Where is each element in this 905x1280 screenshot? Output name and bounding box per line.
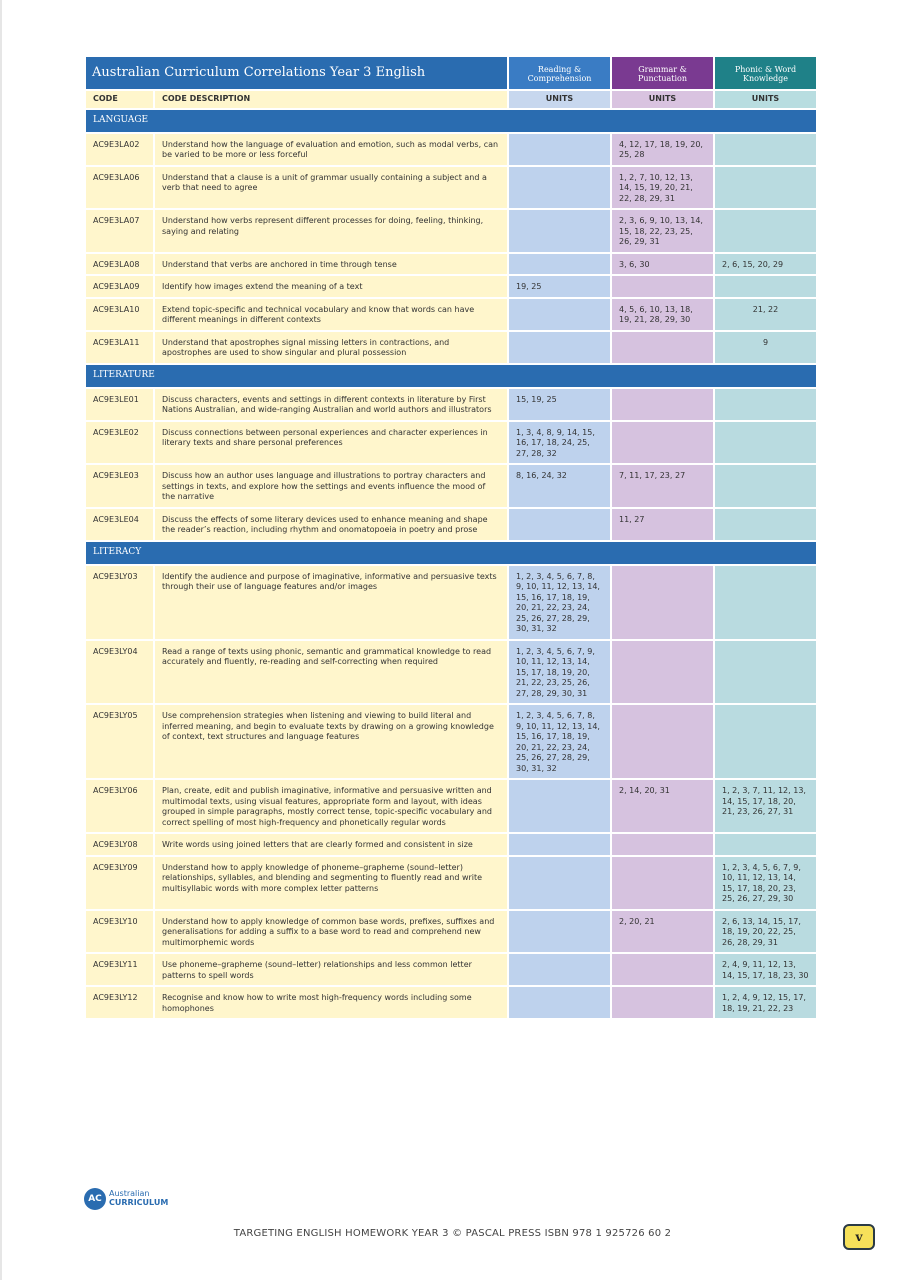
table-row (86, 857, 818, 911)
phonic-units-cell: 21, 22 (715, 299, 818, 332)
table-row (86, 299, 818, 332)
phonic-units-cell (715, 465, 818, 509)
footer-credit: TARGETING ENGLISH HOMEWORK YEAR 3 © PASCAL PRESS ISBN 978 1 925726 60 2 (233, 1228, 672, 1239)
description-cell: Discuss how an author uses language and illustrations to portray characters and settings in texts, and explore how the settings and events influence the mood of the narrative (155, 465, 509, 509)
grammar-units-cell: 1, 2, 7, 10, 12, 13, 14, 15, 19, 20, 21, 22, 28, 29, 31 (612, 167, 715, 211)
page-number-badge: v (843, 1224, 875, 1250)
table-title: Australian Curriculum Correlations Year 3 English (86, 57, 509, 91)
grammar-units-cell: 2, 14, 20, 31 (612, 780, 715, 834)
code-cell: AC9E3LE01 (86, 389, 155, 422)
description-cell: Understand how verbs represent different processes for doing, feeling, thinking, saying and relating (155, 210, 509, 254)
code-cell: AC9E3LE03 (86, 465, 155, 509)
table-row (86, 566, 818, 641)
phonic-units-cell: 2, 6, 13, 14, 15, 17, 18, 19, 20, 22, 25, 26, 28, 29, 31 (715, 911, 818, 955)
code-cell: AC9E3LA07 (86, 210, 155, 254)
description-cell: Discuss connections between personal experiences and character experiences in literary texts and share personal preferences (155, 422, 509, 466)
reading-units-cell (509, 857, 612, 911)
grammar-units-cell: 3, 6, 30 (612, 254, 715, 277)
section-row (86, 365, 818, 389)
phonic-units-cell (715, 509, 818, 542)
grammar-units-cell: 2, 20, 21 (612, 911, 715, 955)
description-cell: Understand how to apply knowledge of phoneme–grapheme (sound–letter) relationships, syllables, and blending and segmenting to fluently read and write multisyllabic words with more complex letter patterns (155, 857, 509, 911)
table-row (86, 509, 818, 542)
description-cell: Plan, create, edit and publish imaginative, informative and persuasive written and multimodal texts, using visual features, appropriate form and layout, with ideas grouped in simple paragraphs, mostly correct tense, topic-specific vocabulary and correct spelling of most high-frequency and phonetically regular words (155, 780, 509, 834)
code-cell: AC9E3LA06 (86, 167, 155, 211)
australian-curriculum-logo (84, 1188, 184, 1210)
code-cell: AC9E3LY11 (86, 954, 155, 987)
code-cell: AC9E3LY06 (86, 780, 155, 834)
table-body (86, 110, 818, 1021)
col-grammar-header: Grammar & Punctuation (612, 57, 715, 91)
code-cell: AC9E3LY03 (86, 566, 155, 641)
description-cell: Understand that verbs are anchored in time through tense (155, 254, 509, 277)
reading-units-cell (509, 167, 612, 211)
description-cell: Understand that apostrophes signal missing letters in contractions, and apostrophes are used to show singular and plural possession (155, 332, 509, 365)
code-description-header: CODE DESCRIPTION (155, 91, 509, 110)
code-cell: AC9E3LE02 (86, 422, 155, 466)
code-cell: AC9E3LY04 (86, 641, 155, 706)
code-cell: AC9E3LY05 (86, 705, 155, 780)
table-row (86, 641, 818, 706)
reading-units-cell: 15, 19, 25 (509, 389, 612, 422)
table-row (86, 954, 818, 987)
table-row (86, 167, 818, 211)
phonic-units-cell: 1, 2, 3, 4, 5, 6, 7, 9, 10, 11, 12, 13, 14, 15, 17, 18, 20, 23, 25, 26, 27, 29, 30 (715, 857, 818, 911)
grammar-units-cell (612, 389, 715, 422)
code-header: CODE (86, 91, 155, 110)
section-title: LITERACY (86, 542, 818, 566)
reading-units-cell (509, 254, 612, 277)
grammar-units-cell (612, 641, 715, 706)
grammar-units-cell: 7, 11, 17, 23, 27 (612, 465, 715, 509)
phonic-units-cell: 1, 2, 4, 9, 12, 15, 17, 18, 19, 21, 22, 23 (715, 987, 818, 1020)
phonic-units-cell (715, 422, 818, 466)
code-cell: AC9E3LA11 (86, 332, 155, 365)
page-edge (0, 0, 2, 1280)
reading-units-cell (509, 134, 612, 167)
code-cell: AC9E3LY10 (86, 911, 155, 955)
table-row (86, 780, 818, 834)
code-cell: AC9E3LY09 (86, 857, 155, 911)
description-cell: Discuss the effects of some literary devices used to enhance meaning and shape the reader’s reaction, including rhythm and onomatopoeia in poetry and prose (155, 509, 509, 542)
reading-units-cell (509, 987, 612, 1020)
reading-units-cell: 1, 2, 3, 4, 5, 6, 7, 8, 9, 10, 11, 12, 13, 14, 15, 16, 17, 18, 19, 20, 21, 22, 23, 24, 25, 26, 27, 28, 29, 30, 31, 32 (509, 566, 612, 641)
units-header-phonic: UNITS (715, 91, 818, 110)
description-cell: Understand that a clause is a unit of grammar usually containing a subject and a verb that need to agree (155, 167, 509, 211)
table-row (86, 705, 818, 780)
description-cell: Identify how images extend the meaning of a text (155, 276, 509, 299)
reading-units-cell (509, 210, 612, 254)
grammar-units-cell (612, 422, 715, 466)
phonic-units-cell (715, 566, 818, 641)
reading-units-cell (509, 509, 612, 542)
table-row (86, 465, 818, 509)
units-header-grammar: UNITS (612, 91, 715, 110)
reading-units-cell: 1, 3, 4, 8, 9, 14, 15, 16, 17, 18, 24, 25, 27, 28, 32 (509, 422, 612, 466)
description-cell: Read a range of texts using phonic, semantic and grammatical knowledge to read accurately and fluently, re-reading and self-correcting when required (155, 641, 509, 706)
grammar-units-cell: 4, 5, 6, 10, 13, 18, 19, 21, 28, 29, 30 (612, 299, 715, 332)
description-cell: Recognise and know how to write most high-frequency words including some homophones (155, 987, 509, 1020)
section-title: LITERATURE (86, 365, 818, 389)
correlations-table (86, 57, 818, 1020)
code-cell: AC9E3LY12 (86, 987, 155, 1020)
description-cell: Write words using joined letters that are clearly formed and consistent in size (155, 834, 509, 857)
grammar-units-cell: 11, 27 (612, 509, 715, 542)
table-row (86, 254, 818, 277)
grammar-units-cell (612, 954, 715, 987)
phonic-units-cell (715, 705, 818, 780)
grammar-units-cell (612, 857, 715, 911)
phonic-units-cell (715, 276, 818, 299)
table-row (86, 987, 818, 1020)
table-row (86, 911, 818, 955)
units-header-reading: UNITS (509, 91, 612, 110)
reading-units-cell: 1, 2, 3, 4, 5, 6, 7, 9, 10, 11, 12, 13, 14, 15, 17, 18, 19, 20, 21, 22, 23, 25, 26, 27, 28, 29, 30, 31 (509, 641, 612, 706)
phonic-units-cell (715, 389, 818, 422)
reading-units-cell: 19, 25 (509, 276, 612, 299)
table-row (86, 389, 818, 422)
phonic-units-cell (715, 167, 818, 211)
reading-units-cell: 8, 16, 24, 32 (509, 465, 612, 509)
grammar-units-cell (612, 987, 715, 1020)
section-title: LANGUAGE (86, 110, 818, 134)
reading-units-cell: 1, 2, 3, 4, 5, 6, 7, 8, 9, 10, 11, 12, 13, 14, 15, 16, 17, 18, 19, 20, 21, 22, 23, 24, 25, 26, 27, 28, 29, 30, 31, 32 (509, 705, 612, 780)
phonic-units-cell (715, 134, 818, 167)
reading-units-cell (509, 780, 612, 834)
col-reading-header: Reading & Comprehension (509, 57, 612, 91)
description-cell: Discuss characters, events and settings in different contexts in literature by First Nations Australian, and wide-ranging Australian and world authors and illustrators (155, 389, 509, 422)
description-cell: Use comprehension strategies when listening and viewing to build literal and inferred meaning, and begin to evaluate texts by drawing on a growing knowledge of context, text structures and language features (155, 705, 509, 780)
description-cell: Understand how to apply knowledge of common base words, prefixes, suffixes and generalisations for adding a suffix to a base word to read and comprehend new multimorphemic words (155, 911, 509, 955)
phonic-units-cell: 1, 2, 3, 7, 11, 12, 13, 14, 15, 17, 18, 20, 21, 23, 26, 27, 31 (715, 780, 818, 834)
section-row (86, 542, 818, 566)
grammar-units-cell (612, 332, 715, 365)
table-row (86, 834, 818, 857)
table-row (86, 210, 818, 254)
grammar-units-cell (612, 705, 715, 780)
description-cell: Use phoneme–grapheme (sound–letter) relationships and less common letter patterns to spell words (155, 954, 509, 987)
reading-units-cell (509, 911, 612, 955)
code-cell: AC9E3LA02 (86, 134, 155, 167)
table-row (86, 134, 818, 167)
ac-logo-icon: AC (84, 1188, 106, 1210)
section-row (86, 110, 818, 134)
col-phonic-header: Phonic & Word Knowledge (715, 57, 818, 91)
description-cell: Identify the audience and purpose of imaginative, informative and persuasive texts through their use of language features and/or images (155, 566, 509, 641)
phonic-units-cell: 2, 4, 9, 11, 12, 13, 14, 15, 17, 18, 23, 30 (715, 954, 818, 987)
reading-units-cell (509, 834, 612, 857)
phonic-units-cell (715, 834, 818, 857)
table-row (86, 276, 818, 299)
description-cell: Understand how the language of evaluation and emotion, such as modal verbs, can be varied to be more or less forceful (155, 134, 509, 167)
grammar-units-cell: 2, 3, 6, 9, 10, 13, 14, 15, 18, 22, 23, 25, 26, 29, 31 (612, 210, 715, 254)
phonic-units-cell (715, 210, 818, 254)
reading-units-cell (509, 332, 612, 365)
code-cell: AC9E3LY08 (86, 834, 155, 857)
code-cell: AC9E3LA08 (86, 254, 155, 277)
reading-units-cell (509, 299, 612, 332)
code-cell: AC9E3LA09 (86, 276, 155, 299)
grammar-units-cell (612, 566, 715, 641)
grammar-units-cell (612, 276, 715, 299)
phonic-units-cell: 2, 6, 15, 20, 29 (715, 254, 818, 277)
logo-text (109, 1189, 168, 1207)
grammar-units-cell (612, 834, 715, 857)
reading-units-cell (509, 954, 612, 987)
grammar-units-cell: 4, 12, 17, 18, 19, 20, 25, 28 (612, 134, 715, 167)
logo-line-1: Australian (109, 1189, 150, 1198)
description-cell: Extend topic-specific and technical vocabulary and know that words can have different meanings in different contexts (155, 299, 509, 332)
phonic-units-cell: 9 (715, 332, 818, 365)
logo-line-2: CURRICULUM (109, 1198, 169, 1207)
table-row (86, 332, 818, 365)
phonic-units-cell (715, 641, 818, 706)
table-row (86, 422, 818, 466)
code-cell: AC9E3LA10 (86, 299, 155, 332)
code-cell: AC9E3LE04 (86, 509, 155, 542)
